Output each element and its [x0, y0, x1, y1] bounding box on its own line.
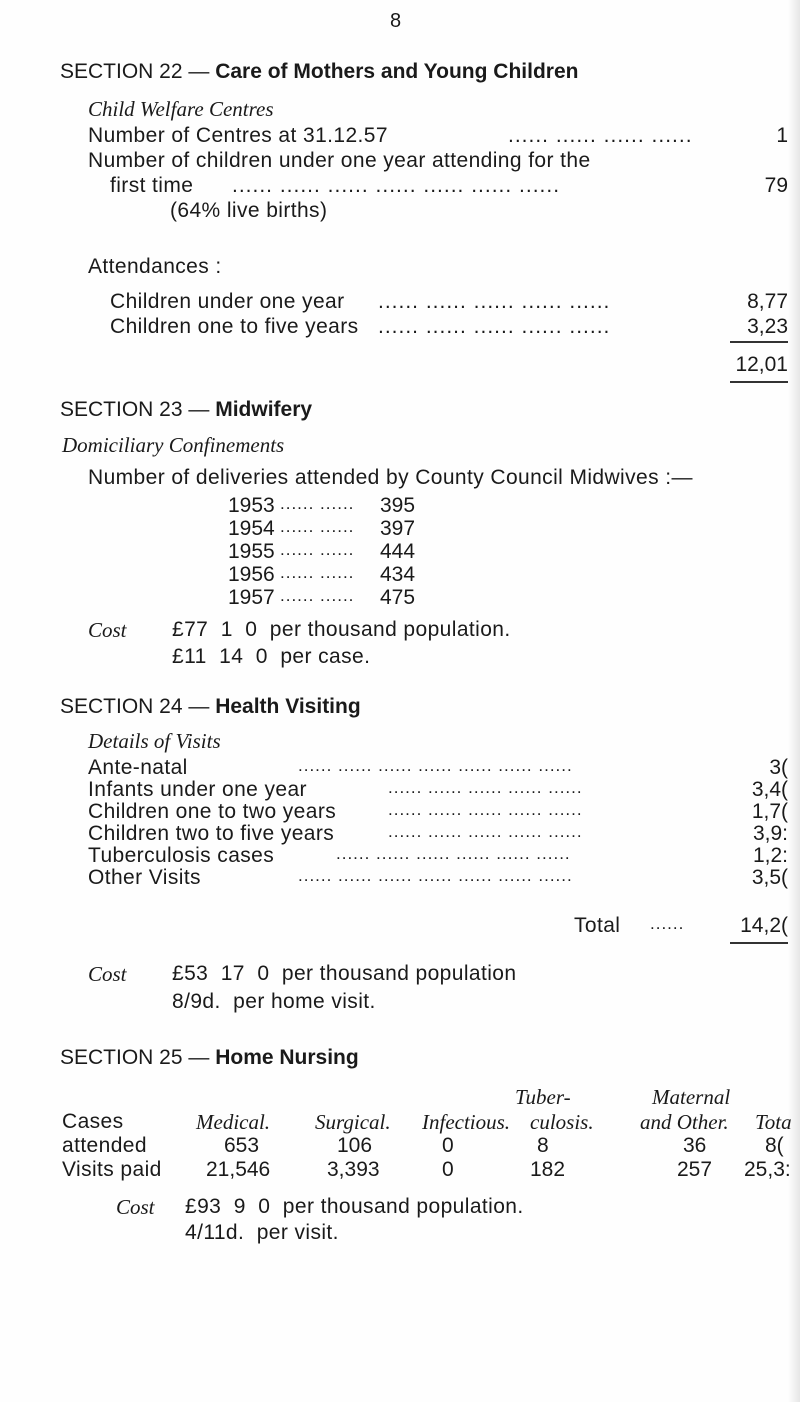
header-surgical: Surgical.	[315, 1110, 391, 1134]
visit-dots: ...... ...... ...... ...... ...... ...... ......	[298, 756, 573, 775]
header-total: Tota	[755, 1110, 792, 1134]
children-value: 79	[764, 174, 788, 197]
visit-label: Children two to five years	[88, 822, 335, 845]
visit-row	[88, 822, 788, 844]
header-cases: Cases	[62, 1110, 124, 1133]
year-row	[228, 517, 528, 540]
header-maternal-bottom: and Other.	[640, 1110, 729, 1134]
section-24-title	[60, 695, 361, 719]
header-tuber-bottom: culosis.	[530, 1110, 594, 1134]
year-row	[228, 494, 528, 517]
year-value: 434	[380, 563, 416, 586]
nursing-tuberculosis-value: 8	[537, 1134, 549, 1157]
section-22-subtitle: Child Welfare Centres	[88, 97, 274, 121]
year-label: 1956	[228, 563, 275, 586]
nursing-row-label: attended	[62, 1134, 147, 1157]
section-24-bold-title: Health Visiting	[215, 695, 361, 718]
centres-dots: ...... ...... ...... ......	[508, 124, 693, 147]
page-number: 8	[390, 10, 402, 32]
visit-label: Ante-natal	[88, 756, 188, 779]
year-label: 1955	[228, 540, 275, 563]
section-22-total: 12,01	[735, 353, 788, 376]
page-edge-shadow	[788, 0, 800, 1402]
year-dots: ...... ......	[280, 563, 355, 582]
section-23-prefix: SECTION 23 —	[60, 398, 216, 421]
midwives-intro: Number of deliveries attended by County Council Midwives :—	[88, 466, 693, 489]
visit-value: 1,2:	[752, 844, 788, 867]
children-label-2: first time	[110, 174, 194, 197]
visit-value: 3,5(	[751, 866, 788, 889]
section-23-cost-label: Cost	[88, 618, 127, 642]
visit-dots: ...... ...... ...... ...... ......	[388, 800, 583, 819]
total-rule	[730, 381, 788, 383]
year-label: 1953	[228, 494, 275, 517]
visit-dots: ...... ...... ...... ...... ......	[388, 778, 583, 797]
visit-label: Other Visits	[88, 866, 201, 889]
nursing-infectious-value: 0	[442, 1134, 454, 1157]
visits-total-value: 14,2(	[740, 914, 788, 937]
header-medical: Medical.	[196, 1110, 271, 1134]
section-24-cost-line-2: 8/9d. per home visit.	[172, 990, 376, 1013]
visits-table	[88, 756, 788, 888]
nursing-total-value: 8(	[765, 1134, 784, 1157]
year-dots: ...... ......	[280, 517, 355, 536]
children-note: (64% live births)	[170, 199, 328, 222]
section-25-cost-line-2: 4/11d. per visit.	[185, 1221, 339, 1244]
visit-label: Children one to two years	[88, 800, 337, 823]
section-22-title	[60, 60, 578, 84]
year-value: 395	[380, 494, 416, 517]
header-maternal-top: Maternal	[652, 1085, 731, 1109]
section-24-cost-line-1: £53 17 0 per thousand population	[172, 962, 517, 985]
nursing-surgical-value: 3,393	[327, 1158, 380, 1181]
under-one-dots: ...... ...... ...... ...... ......	[378, 290, 611, 313]
section-23-cost-line-1: £77 1 0 per thousand population.	[172, 618, 511, 641]
year-value: 475	[380, 586, 416, 609]
section-23-title	[60, 398, 312, 422]
section-23-subtitle: Domiciliary Confinements	[62, 433, 285, 457]
section-25-cost-line-1: £93 9 0 per thousand population.	[185, 1195, 524, 1218]
year-value: 444	[380, 540, 416, 563]
visit-row	[88, 800, 788, 822]
visit-dots: ...... ...... ...... ...... ...... ......	[336, 844, 571, 863]
year-row	[228, 540, 528, 563]
nursing-tuberculosis-value: 182	[530, 1158, 566, 1181]
section-25-bold-title: Home Nursing	[215, 1046, 359, 1069]
subtotal-rule	[730, 341, 788, 343]
section-24-prefix: SECTION 24 —	[60, 695, 216, 718]
nursing-medical-value: 653	[224, 1134, 260, 1157]
visit-row	[88, 778, 788, 800]
visits-total-rule	[730, 942, 788, 944]
section-23-bold-title: Midwifery	[215, 398, 313, 421]
section-25-cost-label: Cost	[116, 1195, 155, 1219]
centres-label: Number of Centres at 31.12.57	[88, 124, 388, 147]
year-row	[228, 563, 528, 586]
one-to-five-value: 3,23	[747, 315, 788, 338]
year-value: 397	[380, 517, 416, 540]
year-label: 1957	[228, 586, 275, 609]
visit-value: 1,7(	[751, 800, 788, 823]
nursing-surgical-value: 106	[337, 1134, 373, 1157]
under-one-label: Children under one year	[110, 290, 345, 313]
deliveries-year-list	[228, 494, 528, 609]
visits-total-dots: ......	[650, 914, 685, 933]
visit-dots: ...... ...... ...... ...... ......	[388, 822, 583, 841]
section-25-prefix: SECTION 25 —	[60, 1046, 216, 1069]
year-row	[228, 586, 528, 609]
visit-label: Infants under one year	[88, 778, 307, 801]
year-dots: ...... ......	[280, 586, 355, 605]
year-label: 1954	[228, 517, 275, 540]
section-22-prefix: SECTION 22 —	[60, 60, 216, 83]
visit-value: 3,9:	[752, 822, 788, 845]
visit-row	[88, 866, 788, 888]
visit-row	[88, 756, 788, 778]
nursing-total-value: 25,3:	[744, 1158, 791, 1181]
section-22-bold-title: Care of Mothers and Young Children	[215, 60, 579, 83]
header-infectious: Infectious.	[422, 1110, 511, 1134]
nursing-row-label: Visits paid	[62, 1158, 162, 1181]
visits-total-label: Total	[574, 914, 621, 937]
visit-value: 3,4(	[751, 778, 788, 801]
visit-dots: ...... ...... ...... ...... ...... ...... ......	[298, 866, 573, 885]
centres-value: 1	[776, 124, 788, 147]
nursing-maternal-value: 257	[677, 1158, 713, 1181]
section-25-title	[60, 1046, 359, 1070]
year-dots: ...... ......	[280, 494, 355, 513]
visit-value: 3(	[769, 756, 788, 779]
section-24-subtitle: Details of Visits	[88, 729, 221, 753]
section-23-cost-line-2: £11 14 0 per case.	[172, 645, 371, 668]
nursing-maternal-value: 36	[683, 1134, 707, 1157]
under-one-value: 8,77	[747, 290, 788, 313]
header-tuber-top: Tuber-	[515, 1085, 571, 1109]
section-24-cost-label: Cost	[88, 962, 127, 986]
visit-label: Tuberculosis cases	[88, 844, 275, 867]
attendances-label: Attendances :	[88, 255, 222, 278]
children-dots: ...... ...... ...... ...... ...... ...... ......	[232, 174, 561, 197]
nursing-medical-value: 21,546	[206, 1158, 271, 1181]
children-label-1: Number of children under one year attending for the	[88, 149, 591, 172]
one-to-five-label: Children one to five years	[110, 315, 359, 338]
nursing-infectious-value: 0	[442, 1158, 454, 1181]
year-dots: ...... ......	[280, 540, 355, 559]
one-to-five-dots: ...... ...... ...... ...... ......	[378, 315, 611, 338]
visit-row	[88, 844, 788, 866]
